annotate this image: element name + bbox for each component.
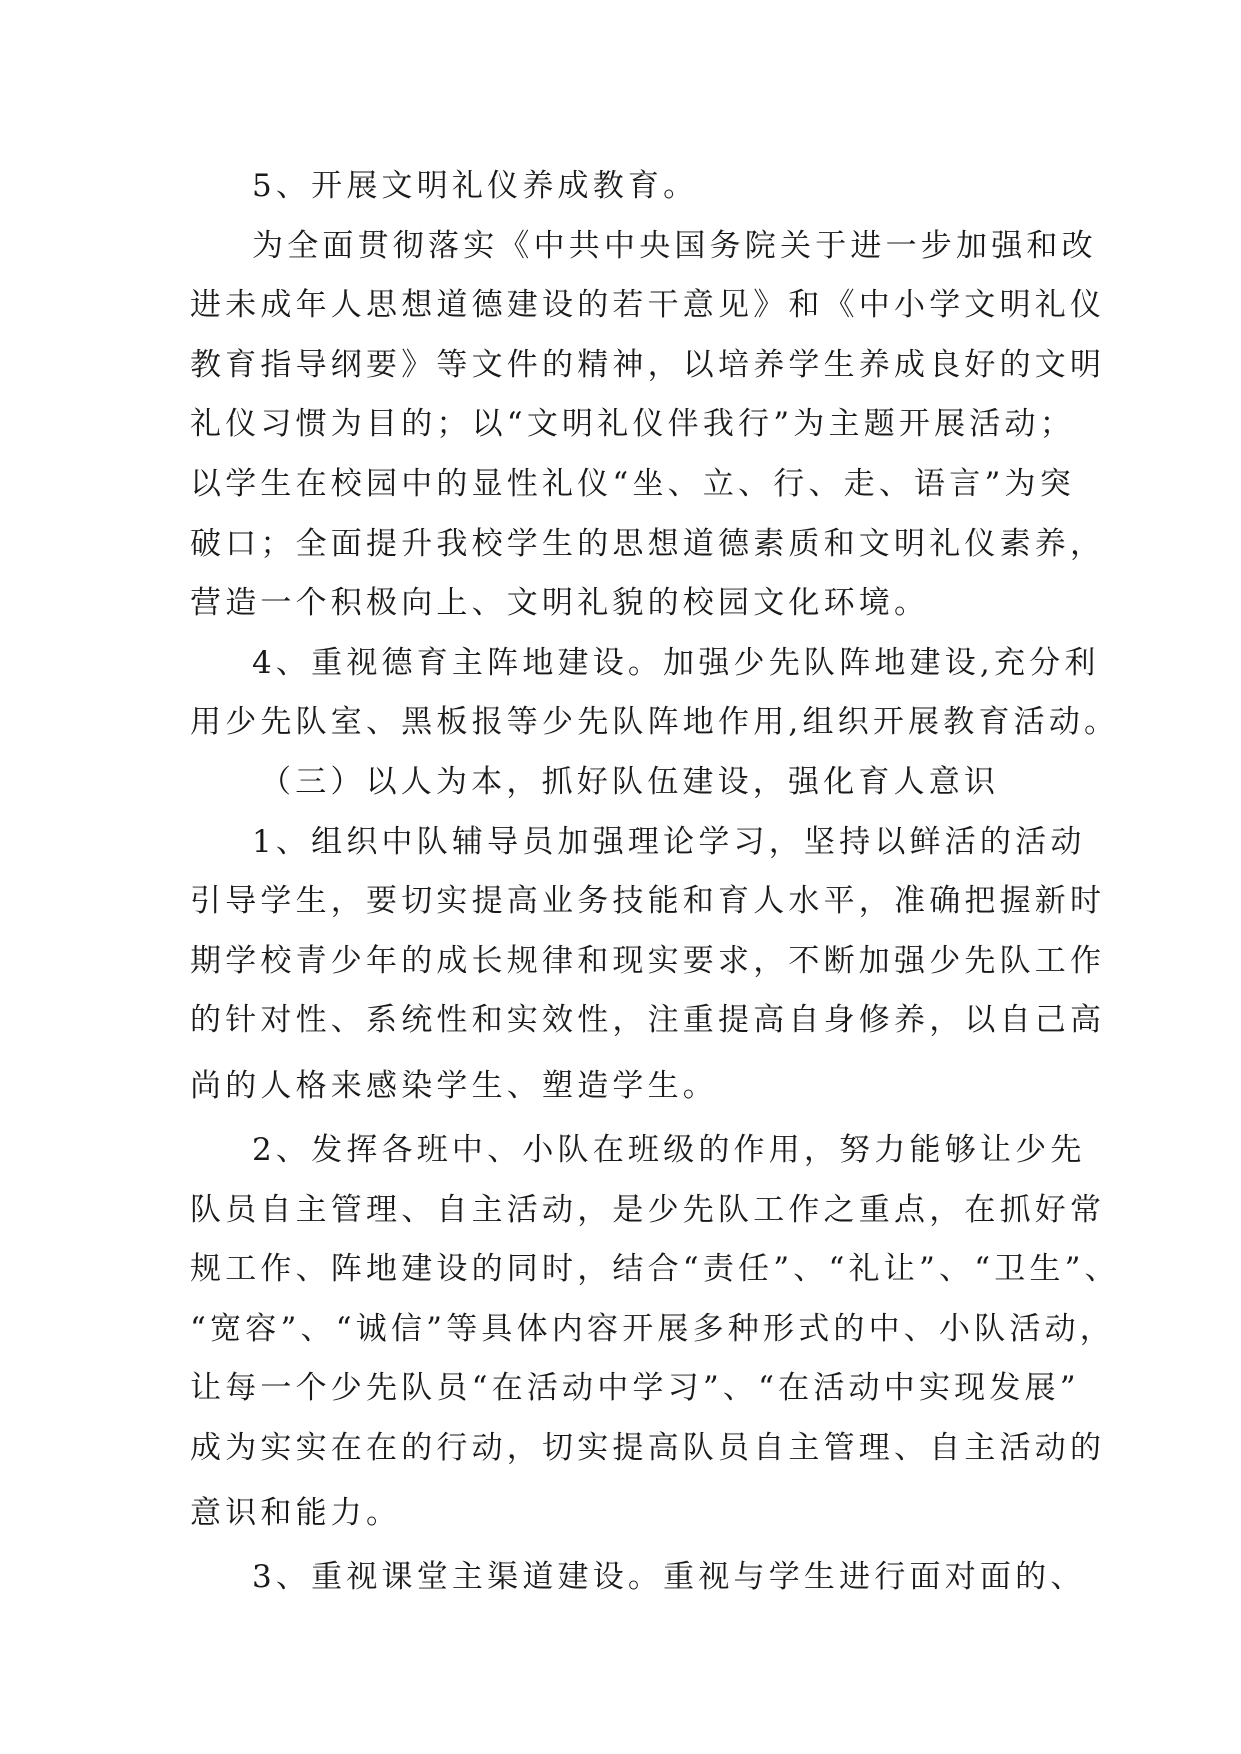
paragraph-line: 礼仪习惯为目的；以“文明礼仪伴我行”为主题开展活动； [190, 406, 1075, 443]
paragraph-line: 意识和能力。 [190, 1495, 402, 1532]
document-body [190, 157, 1120, 1608]
section-5-heading: 5、开展文明礼仪养成教育。 [252, 168, 699, 204]
section-three-heading: （三）以人为本，抓好队伍建设，强化育人意识 [260, 763, 1000, 800]
paragraph-line: 用少先队室、黑板报等少先队阵地作用,组织开展教育活动。 [190, 704, 1120, 741]
section-3-heading: 3、重视课堂主渠道建设。重视与学生进行面对面的、 [252, 1559, 1086, 1596]
paragraph-line: 破口；全面提升我校学生的思想道德素质和文明礼仪素养， [190, 525, 1106, 562]
paragraph-line: 成为实实在在的行动，切实提高队员自主管理、自主活动的 [190, 1429, 1106, 1466]
section-4-heading: 4、重视德育主阵地建设。加强少先队阵地建设,充分利 [252, 644, 1100, 681]
paragraph-line: 尚的人格来感染学生、塑造学生。 [190, 1067, 718, 1104]
section-2-heading: 2、发挥各班中、小队在班级的作用，努力能够让少先 [252, 1131, 1086, 1168]
section-1-heading: 1、组织中队辅导员加强理论学习，坚持以鲜活的活动 [252, 823, 1086, 860]
paragraph-line: 让每一个少先队员“在活动中学习”、“在活动中实现发展” [190, 1370, 1080, 1407]
paragraph-line: 的针对性、系统性和实效性，注重提高自身修养，以自己高 [190, 1002, 1106, 1039]
paragraph-line: 为全面贯彻落实《中共中央国务院关于进一步加强和改 [252, 227, 1097, 264]
paragraph-line: 营造一个积极向上、文明礼貌的校园文化环境。 [190, 585, 930, 622]
paragraph-line: 队员自主管理、自主活动，是少先队工作之重点，在抓好常 [190, 1191, 1106, 1228]
paragraph-line: 教育指导纲要》等文件的精神，以培养学生养成良好的文明 [190, 346, 1106, 383]
paragraph-line: 进未成年人思想道德建设的若干意见》和《中小学文明礼仪 [190, 287, 1106, 324]
paragraph-line: 期学校青少年的成长规律和现实要求，不断加强少先队工作 [190, 942, 1106, 979]
paragraph-line: 以学生在校园中的显性礼仪“坐、立、行、走、语言”为突 [190, 465, 1075, 502]
paragraph-line: 规工作、阵地建设的同时，结合“责任”、“礼让”、“卫生”、 [190, 1251, 1120, 1288]
paragraph-line: 引导学生，要切实提高业务技能和育人水平，准确把握新时 [190, 883, 1106, 920]
paragraph-line: “宽容”、“诚信”等具体内容开展多种形式的中、小队活动， [190, 1310, 1115, 1347]
